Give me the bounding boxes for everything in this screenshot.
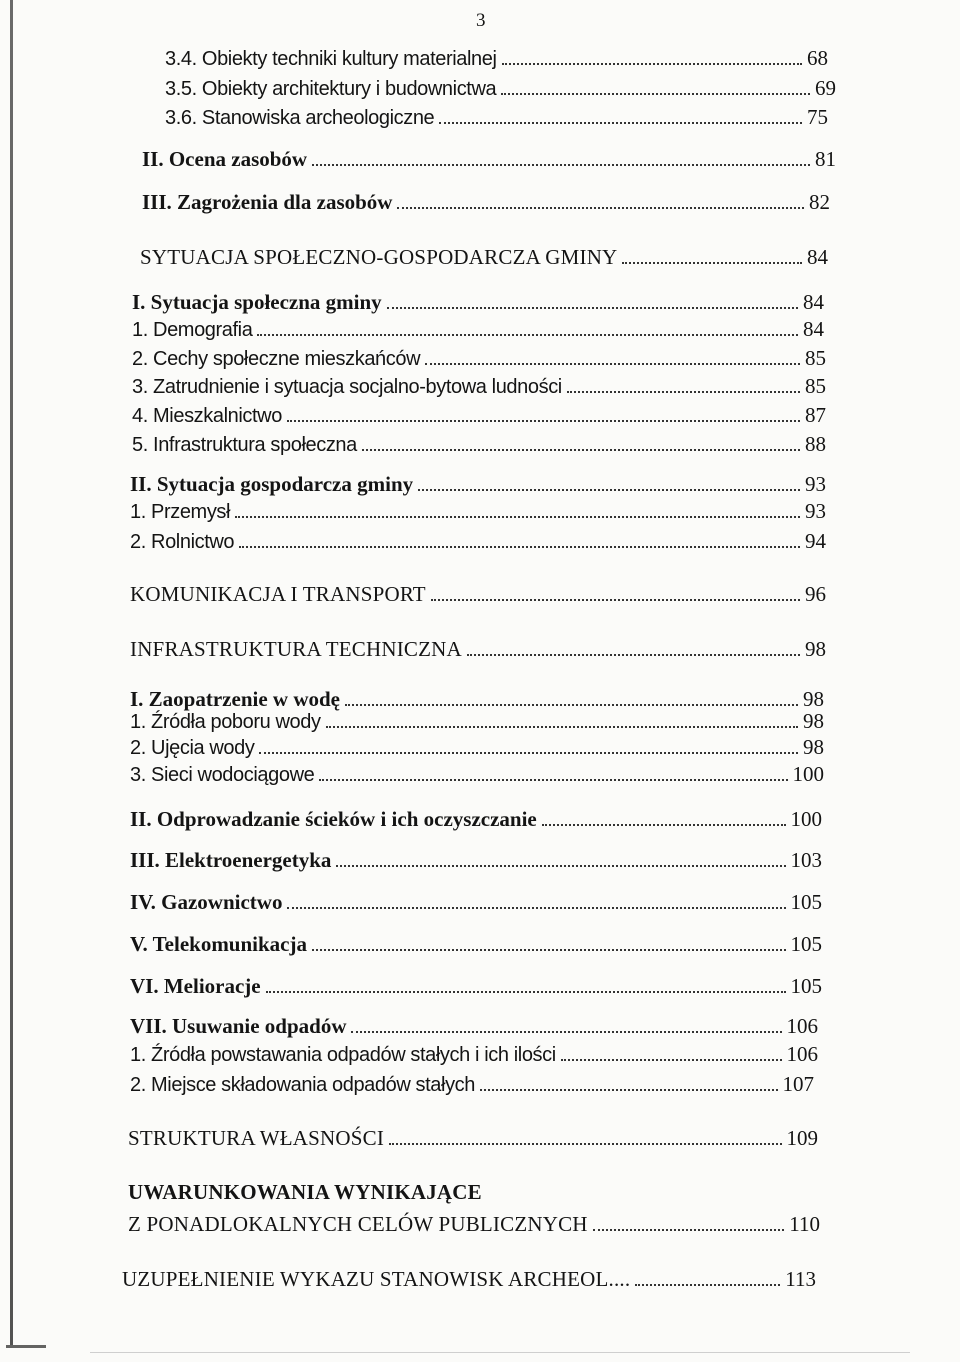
toc-entry (130, 733, 824, 761)
scan-edge-foot (6, 1345, 46, 1348)
toc-entry-title: 2. Miejsce składowania odpadów stałych (130, 1074, 475, 1096)
toc-entry-page: 113 (785, 1267, 816, 1291)
toc-entry-title: 3. Sieci wodociągowe (130, 764, 315, 786)
toc-entry-title: VII. Usuwanie odpadów (130, 1014, 347, 1038)
toc-entry-title: 3.4. Obiekty techniki kultury materialnej (165, 48, 497, 70)
page-number: 3 (476, 10, 486, 31)
toc-entry (130, 805, 822, 833)
toc-entry-page: 85 (805, 374, 826, 398)
toc-entry-title: II. Sytuacja gospodarcza gminy (130, 472, 414, 496)
toc-entry-title: SYTUACJA SPOŁECZNO-GOSPODARCZA GMINY (140, 245, 618, 269)
toc-entry-title: V. Telekomunikacja (130, 932, 307, 956)
toc-entry-title: III. Elektroenergetyka (130, 848, 332, 872)
dot-leader (439, 121, 802, 124)
toc-entry-title: 4. Mieszkalnictwo (132, 405, 282, 427)
scan-bottom-rule (90, 1352, 910, 1353)
toc-entry-page: 84 (807, 245, 828, 269)
toc-entry-page: 85 (805, 346, 826, 370)
toc-entry-page: 107 (782, 1072, 814, 1096)
dot-leader (351, 1030, 781, 1033)
toc-entry (132, 344, 826, 372)
toc-entry (142, 188, 830, 216)
dot-leader (467, 653, 800, 656)
toc-entry (130, 888, 822, 916)
toc-entry-title: 1. Przemysł (130, 501, 231, 523)
dot-leader (593, 1228, 785, 1231)
toc-entry-page: 98 (805, 637, 826, 661)
toc-entry-page: 94 (805, 529, 826, 553)
toc-entry (142, 145, 836, 173)
toc-entry-page: 82 (809, 190, 830, 214)
toc-entry-title: VI. Melioracje (130, 974, 261, 998)
toc-entry (130, 1012, 818, 1040)
dot-leader (287, 906, 785, 909)
dot-leader (257, 333, 798, 336)
dot-leader (336, 864, 785, 867)
toc-entry-page: 105 (790, 890, 822, 914)
dot-leader (480, 1088, 778, 1091)
dot-leader (235, 515, 800, 518)
dot-leader (312, 163, 810, 166)
toc-entry-page: 105 (790, 974, 822, 998)
dot-leader (389, 1142, 781, 1145)
toc-entry (130, 470, 826, 498)
toc-entry-page: 100 (792, 762, 824, 786)
toc-entry-title: KOMUNIKACJA I TRANSPORT (130, 582, 426, 606)
toc-entry (130, 930, 822, 958)
toc-entry-page: 106 (786, 1014, 818, 1038)
toc-entry (130, 1040, 818, 1068)
toc-entry-title: II. Odprowadzanie ścieków i ich oczyszczanie (130, 807, 537, 831)
toc-entry (132, 315, 824, 343)
toc-entry-page: 105 (790, 932, 822, 956)
dot-leader (387, 306, 798, 309)
toc-entry-page: 103 (790, 848, 822, 872)
toc-entry-title: I. Sytuacja społeczna gminy (132, 290, 382, 314)
toc-entry-page: 96 (805, 582, 826, 606)
toc-entry-title: 3.5. Obiekty architektury i budownictwa (165, 78, 497, 100)
toc-entry-page: 93 (805, 499, 826, 523)
toc-entry-title: 5. Infrastruktura społeczna (132, 434, 357, 456)
dot-leader (362, 448, 800, 451)
toc-entry-page: 98 (803, 709, 824, 733)
toc-entry-title: 2. Rolnictwo (130, 531, 235, 553)
dot-leader (425, 362, 800, 365)
toc-entry (130, 972, 822, 1000)
dot-leader (397, 206, 804, 209)
toc-entry (165, 74, 836, 102)
toc-entry (130, 527, 826, 555)
toc-entry-page: 106 (786, 1042, 818, 1066)
toc-entry-title: Z PONADLOKALNYCH CELÓW PUBLICZNYCH (128, 1212, 588, 1236)
dot-leader (326, 725, 798, 728)
toc-entry-title: STRUKTURA WŁASNOŚCI (128, 1126, 385, 1150)
toc-entry-page: 110 (789, 1212, 820, 1236)
toc-entry-title: II. Ocena zasobów (142, 147, 308, 171)
toc-entry-title: INFRASTRUKTURA TECHNICZNA (130, 637, 462, 661)
toc-entry-page: 84 (803, 317, 824, 341)
toc-heading-uwarunkowania: UWARUNKOWANIA WYNIKAJĄCE (128, 1180, 482, 1204)
dot-leader (259, 751, 798, 754)
toc-entry-page: 88 (805, 432, 826, 456)
dot-leader (431, 598, 800, 601)
toc-entry-page: 109 (786, 1126, 818, 1150)
toc-entry-title: IV. Gazownictwo (130, 890, 283, 914)
dot-leader (418, 488, 800, 491)
toc-entry-page: 75 (807, 105, 828, 129)
toc-entry (132, 372, 826, 400)
toc-entry (132, 401, 826, 429)
dot-leader (542, 823, 786, 826)
toc-entry-page: 81 (815, 147, 836, 171)
dot-leader (287, 419, 800, 422)
toc-entry (130, 707, 824, 735)
toc-entry-title: 2. Ujęcia wody (130, 737, 255, 759)
toc-entry-title: 3.6. Stanowiska archeologiczne (165, 107, 435, 129)
toc-entry (140, 243, 828, 271)
toc-entry-title: I. Zaopatrzenie w wodę (130, 687, 340, 711)
toc-entry (165, 103, 828, 131)
toc-entry (128, 1124, 818, 1152)
toc-entry (128, 1210, 820, 1238)
dot-leader (501, 92, 810, 95)
toc-entry-page: 69 (815, 76, 836, 100)
dot-leader (502, 62, 802, 65)
toc-entry-page: 98 (803, 687, 824, 711)
dot-leader (567, 390, 800, 393)
toc-entry (122, 1265, 816, 1293)
toc-entry (130, 760, 824, 788)
scan-edge-line (10, 0, 13, 1345)
toc-entry (132, 430, 826, 458)
toc-entry-title: 1. Demografia (132, 319, 253, 341)
dot-leader (635, 1283, 780, 1286)
dot-leader (622, 261, 802, 264)
toc-entry-page: 68 (807, 46, 828, 70)
dot-leader (561, 1058, 782, 1061)
toc-entry-page: 98 (803, 735, 824, 759)
dot-leader (312, 948, 786, 951)
toc-entry-page: 84 (803, 290, 824, 314)
dot-leader (266, 990, 786, 993)
toc-entry (132, 288, 824, 316)
toc-entry-title: 2. Cechy społeczne mieszkańców (132, 348, 421, 370)
dot-leader (319, 778, 787, 781)
toc-entry-title: III. Zagrożenia dla zasobów (142, 190, 393, 214)
toc-entry-page: 100 (790, 807, 822, 831)
toc-entry (165, 44, 828, 72)
toc-entry-title: 1. Źródła poboru wody (130, 711, 321, 733)
toc-entry (130, 497, 826, 525)
dot-leader (239, 545, 800, 548)
toc-entry-page: 93 (805, 472, 826, 496)
toc-entry-title: 1. Źródła powstawania odpadów stałych i ich ilości (130, 1044, 556, 1066)
dot-leader (345, 703, 798, 706)
toc-entry (130, 580, 826, 608)
toc-entry (130, 846, 822, 874)
toc-entry (130, 1070, 814, 1098)
toc-entry-page: 87 (805, 403, 826, 427)
toc-entry-title: 3. Zatrudnienie i sytuacja socjalno-bytowa ludności (132, 376, 562, 398)
toc-entry (130, 635, 826, 663)
toc-entry-title: UZUPEŁNIENIE WYKAZU STANOWISK ARCHEOL.... (122, 1267, 631, 1291)
